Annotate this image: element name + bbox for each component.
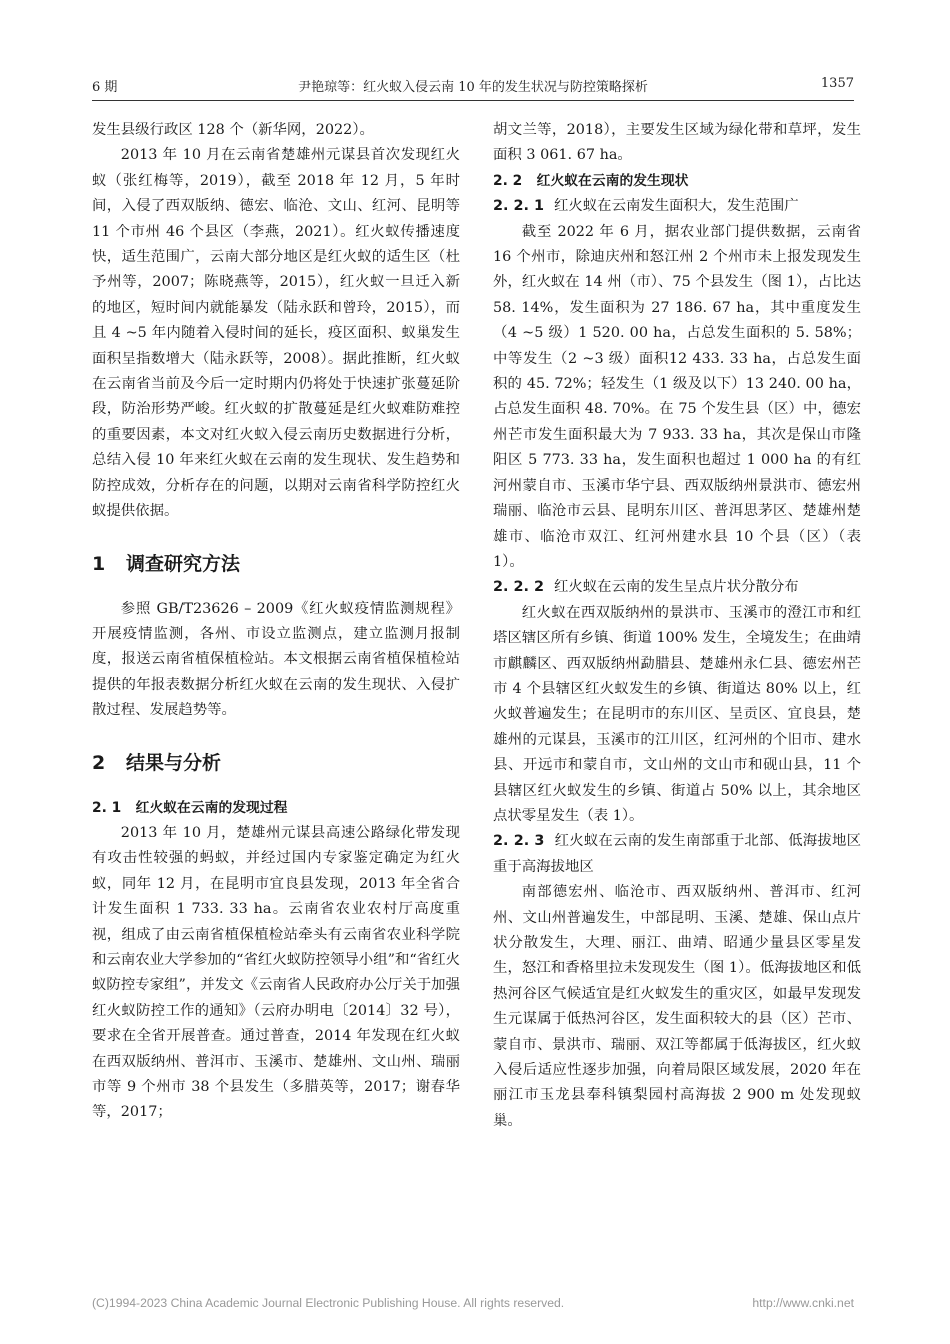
paragraph: 2013 年 10 月，楚雄州元谋县高速公路绿化带发现有攻击性较强的蚂蚁，并经过国内专家鉴定确定为红火蚁，同年 12 月，在昆明市宜良县发现，2013 年全省合计发生面积 1 733. 33 ha。云南省农业农村厅高度重视，组成了由云南省植保植检站牵头有云南省农业科学院和云南农业大学参加的“省红火蚁防控领导小组”和“省红火蚁防控专家组”，并发文《云南省人民政府办公厅关于加强红火蚁防控工作的通知》（云府办明电〔2014〕32 号），要求在全省开展普查。通过普查，2014 年发现在红火蚁在西双版纳州、普洱市、玉溪市、楚雄州、文山州、瑞丽市等 9 个州市 38 个县发生（多腊英等，2017；谢春华等，2017；: [92, 824, 460, 1121]
right-column: [493, 118, 861, 1134]
running-header: [92, 76, 854, 98]
section-heading: [92, 551, 460, 577]
subsubsection-title: 红火蚁在云南的发生呈点片状分散分布: [554, 579, 799, 596]
header-rule: [92, 100, 854, 101]
section-number: 1: [92, 552, 106, 575]
subsubsection-number: 2. 2. 3: [493, 833, 545, 850]
page-number: 1357: [820, 76, 854, 91]
subsection-number: 2. 2: [493, 172, 523, 189]
paragraph: 胡文兰等，2018），主要发生区域为绿化带和草坪，发生面积 3 061. 67 ha。: [493, 122, 861, 164]
subsubsection-number: 2. 2. 1: [493, 198, 544, 215]
paragraph: 参照 GB/T23626 – 2009《红火蚁疫情监测规程》开展疫情监测，各州、市设立监测点，建立监测月报制度，报送云南省植保植检站。本文根据云南省植保植检站提供的年报表数据分析红火蚁在云南的发生现状、入侵扩散过程、发展趋势等。: [92, 600, 460, 719]
copyright-text: (C)1994-2023 China Academic Journal Electronic Publishing House. All rights reserved.: [92, 1296, 565, 1310]
paragraph: 发生县级行政区 128 个（新华网，2022）。: [92, 122, 374, 138]
paragraph: 截至 2022 年 6 月，据农业部门提供数据，云南省 16 个州市，除迪庆州和怒江州 2 个州市未上报发现发生外，红火蚁在 14 州（市）、75 个县发生（图 1），占比达 58. 14%，发生面积为 27 186. 67 ha，其中重度发生（4 ~5 级）1 520. 00 ha，占总发生面积的 5. 58%；中等发生（2 ~3 级）面积12 433. 33 ha，占总发生面积的 45. 72%；轻发生（1 级及以下）13 240. 00 ha，占总发生面积 48. 70%。在 75 个发生县（区）中，德宏州芒市发生面积最大为 7 933. 33 ha，其次是保山市隆阳区 5 773. 33 ha，发生面积也超过 1 000 ha 的有红河州蒙自市、玉溪市华宁县、西双版纳州景洪市、德宏州瑞丽、临沧市云县、昆明东川区、普洱思茅区、楚雄州楚雄市、临沧市双江、红河州建水县 10 个县（区）（表 1）。: [493, 223, 861, 570]
source-url[interactable]: http://www.cnki.net: [752, 1296, 854, 1310]
subsubsection-title: 红火蚁在云南发生面积大，发生范围广: [554, 198, 799, 215]
subsection-heading: [493, 169, 861, 194]
subsection-title: 红火蚁在云南的发现过程: [135, 799, 288, 816]
subsubsection-heading: [493, 829, 861, 880]
section-number: 2: [92, 751, 106, 774]
section-title: 调查研究方法: [126, 552, 241, 575]
paragraph: 2013 年 10 月在云南省楚雄州元谋县首次发现红火蚁（张红梅等，2019），截至 2018 年 12 月，5 年时间，入侵了西双版纳、德宏、临沧、文山、红河、昆明等 11 个市州 46 个县区（李燕，2021）。红火蚁传播速度快，适生范围广，云南大部分地区是红火蚁的适生区（杜予州等，2007；陈晓燕等，2015），红火蚁一旦迁入新的地区，短时间内就能暴发（陆永跃和曾玲，2015），而且 4 ~5 年内随着入侵时间的延长，疫区面积、蚁巢发生面积呈指数增大（陆永跃等，2008）。据此推断，红火蚁在云南省当前及今后一定时期内仍将处于快速扩张蔓延阶段，防治形势严峻。红火蚁的扩散蔓延是红火蚁难防难控的重要因素，本文对红火蚁入侵云南历史数据进行分析，总结入侵 10 年来红火蚁在云南的发生现状、发生趋势和防控成效，分析存在的问题，以期对云南省科学防控红火蚁提供依据。: [92, 147, 460, 520]
paragraph: 南部德宏州、临沧市、西双版纳州、普洱市、红河州、文山州普遍发生，中部昆明、玉溪、楚雄、保山点片状分散发生，大理、丽江、曲靖、昭通少量县区零星发生，怒江和香格里拉未发现发生（图 1）。低海拔地区和低热河谷区气候适宜是红火蚁发生的重灾区，如最早发现发生元谋属于低热河谷区，发生面积较大的县（区）芒市、蒙自市、景洪市、瑞丽、双江等都属于低海拔区，红火蚁入侵后适应性逐步加强，向着局限区域发展，2020 年在丽江市玉龙县奉科镇梨园村高海拔 2 900 m 处发现蚁巢。: [493, 884, 861, 1129]
copyright-footer: [92, 1296, 854, 1310]
issue-number: 6 期: [92, 80, 118, 95]
left-column: [92, 118, 460, 1126]
running-title: 尹艳琼等：红火蚁入侵云南 10 年的发生状况与防控策略探析: [298, 80, 648, 95]
subsubsection-heading: [493, 194, 861, 219]
subsection-number: 2. 1: [92, 799, 122, 816]
subsubsection-heading: [493, 575, 861, 600]
subsection-title: 红火蚁在云南的发生现状: [536, 172, 689, 189]
subsubsection-number: 2. 2. 2: [493, 579, 544, 596]
section-heading: [92, 750, 460, 776]
subsection-heading: [92, 796, 460, 821]
subsubsection-title: 红火蚁在云南的发生南部重于北部、低海拔地区重于高海拔地区: [493, 833, 861, 875]
paragraph: 红火蚁在西双版纳州的景洪市、玉溪市的澄江市和红塔区辖区所有乡镇、街道 100% 发生，全境发生；在曲靖市麒麟区、西双版纳州勐腊县、楚雄州永仁县、德宏州芒市 4 个县辖区红火蚁发生的乡镇、街道达 80% 以上，红火蚁普遍发生；在昆明市的东川区、呈贡区、宜良县，楚雄州的元谋县，玉溪市的江川区，红河州的个旧市、建水县、开远市和蒙自市，文山州的文山市和砚山县，11 个县辖区红火蚁发生的乡镇、街道占 50% 以上，其余地区点状零星发生（表 1）。: [493, 604, 861, 824]
section-title: 结果与分析: [126, 751, 222, 774]
